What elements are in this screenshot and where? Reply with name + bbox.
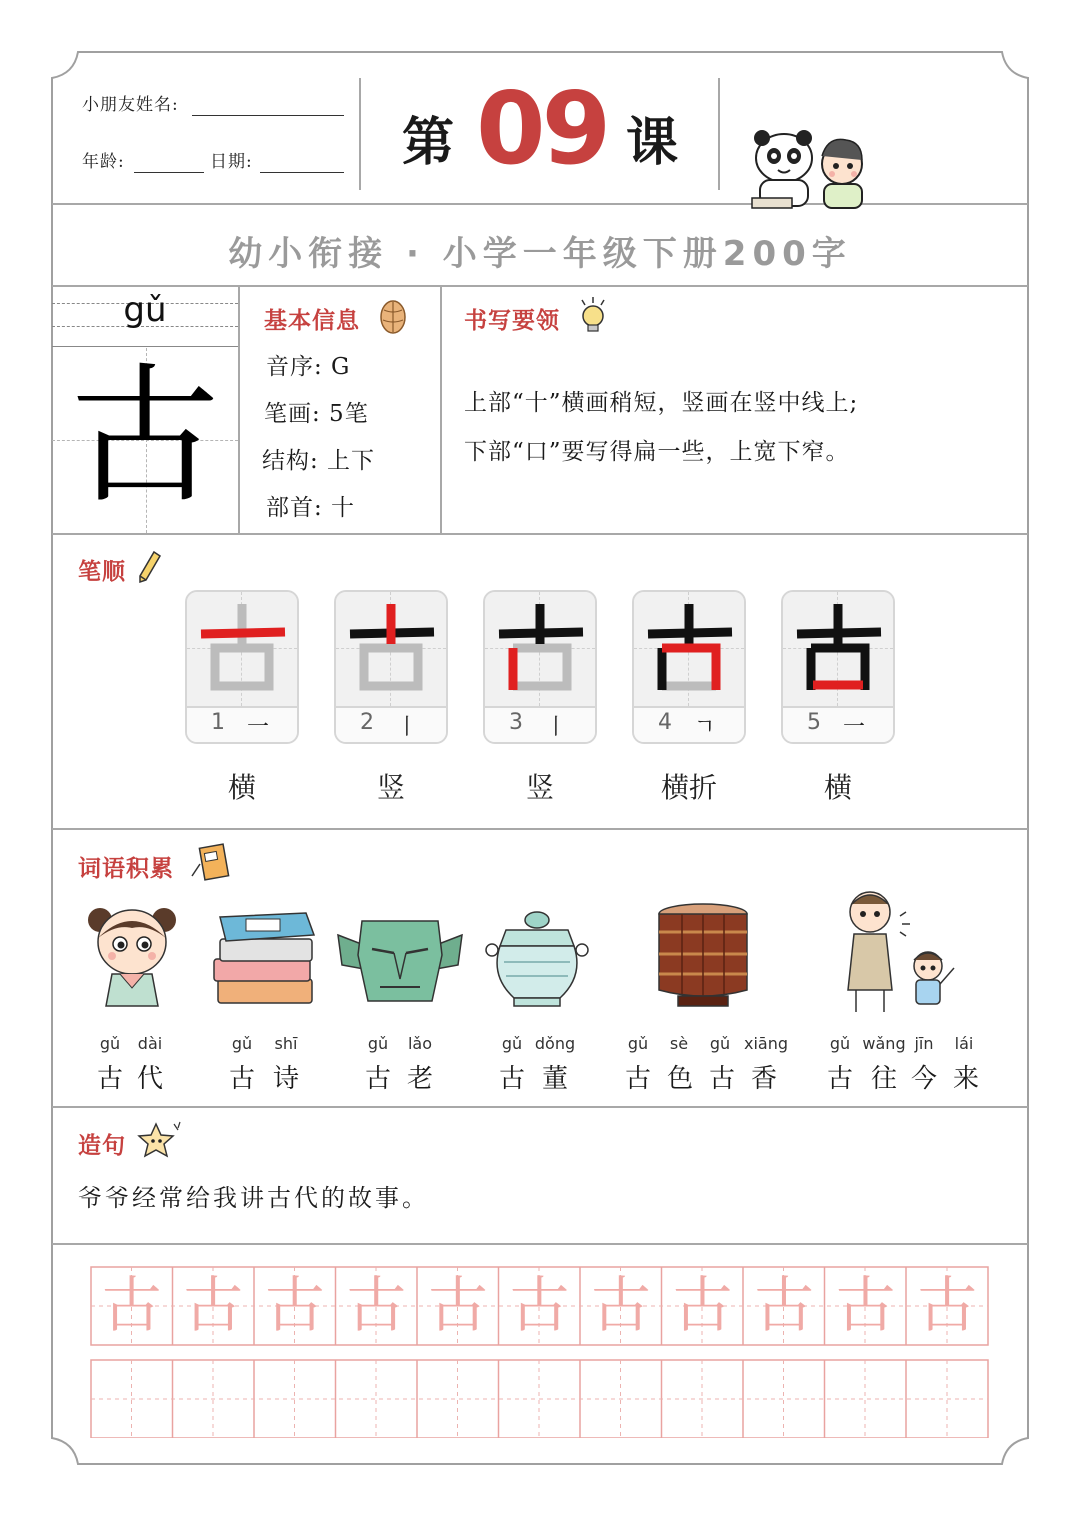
word-hanzi: 老 bbox=[406, 1064, 433, 1094]
writing-tips-title: 书写要领 bbox=[464, 308, 560, 334]
writing-tip-line: 上部“十”横画稍短，竖画在竖中线上; bbox=[464, 390, 859, 416]
word-pinyin: gǔ bbox=[231, 1034, 253, 1053]
sentence-title: 造句 bbox=[78, 1133, 126, 1159]
word-pinyin: gǔ bbox=[627, 1034, 649, 1053]
book-icon bbox=[190, 842, 234, 882]
divider bbox=[52, 285, 1028, 287]
name-field[interactable] bbox=[192, 115, 344, 116]
trace-row bbox=[91, 1267, 989, 1345]
info-row-strokes: 笔画: 5笔 bbox=[264, 401, 369, 427]
word-hanzi: 代 bbox=[136, 1064, 163, 1094]
stroke-name: 竖 bbox=[376, 771, 405, 804]
stroke-number: 1 bbox=[211, 710, 225, 735]
word-pinyin: shī bbox=[274, 1034, 298, 1053]
bronze-mask-illustration bbox=[334, 915, 466, 1007]
stroke-name: 竖 bbox=[525, 771, 554, 804]
date-field[interactable] bbox=[260, 172, 344, 173]
word-hanzi: 古 bbox=[228, 1064, 255, 1094]
vocabulary-title: 词语积累 bbox=[78, 856, 174, 882]
stroke-glyph: ㄱ bbox=[694, 715, 716, 740]
word-hanzi: 古 bbox=[624, 1064, 651, 1094]
divider bbox=[52, 533, 1028, 535]
stroke-name: 横 bbox=[823, 771, 852, 804]
word-hanzi: 往 bbox=[870, 1064, 897, 1094]
divider bbox=[52, 1243, 1028, 1245]
stroke-card bbox=[781, 590, 895, 744]
stroke-diagram bbox=[336, 592, 446, 706]
date-label: 日期: bbox=[210, 152, 253, 172]
column-divider bbox=[238, 287, 240, 533]
word-pinyin: jīn bbox=[914, 1034, 934, 1053]
trace-character: 古 bbox=[835, 1271, 896, 1341]
stroke-order-title: 笔顺 bbox=[78, 559, 126, 585]
word-pinyin: lái bbox=[954, 1034, 974, 1053]
stroke-card bbox=[483, 590, 597, 744]
word-hanzi: 古 bbox=[364, 1064, 391, 1094]
stroke-card bbox=[632, 590, 746, 744]
word-pinyin: gǔ bbox=[99, 1034, 121, 1053]
trace-character: 古 bbox=[427, 1271, 488, 1341]
stroke-glyph: 丨 bbox=[545, 715, 568, 740]
word-pinyin: dài bbox=[137, 1034, 163, 1053]
antique-cabinet-illustration bbox=[652, 902, 754, 1010]
word-hanzi: 诗 bbox=[272, 1064, 299, 1094]
basic-info-title: 基本信息 bbox=[264, 308, 360, 334]
stroke-number: 3 bbox=[509, 710, 523, 735]
grandpa-child-illustration bbox=[830, 886, 960, 1016]
age-field[interactable] bbox=[134, 172, 204, 173]
trace-character: 古 bbox=[509, 1271, 570, 1341]
stroke-number: 5 bbox=[807, 710, 821, 735]
divider bbox=[52, 828, 1028, 830]
main-character: 古 bbox=[69, 350, 220, 524]
trace-character: 古 bbox=[672, 1271, 733, 1341]
trace-character: 古 bbox=[754, 1271, 815, 1341]
info-row-order: 音序: G bbox=[266, 354, 351, 380]
stroke-number: 4 bbox=[658, 710, 672, 735]
stroke-diagram bbox=[187, 592, 297, 706]
stroke-diagram bbox=[783, 592, 893, 706]
word-hanzi: 董 bbox=[541, 1064, 568, 1094]
word-pinyin: gǔ bbox=[709, 1034, 731, 1053]
divider bbox=[52, 1106, 1028, 1108]
word-pinyin: gǔ bbox=[501, 1034, 523, 1053]
age-label: 年龄: bbox=[82, 152, 125, 172]
word-pinyin: gǔ bbox=[829, 1034, 851, 1053]
word-pinyin: dǒng bbox=[534, 1034, 576, 1053]
header-divider bbox=[359, 78, 361, 190]
info-row-radical: 部首: 十 bbox=[266, 495, 356, 521]
trace-character: 古 bbox=[101, 1271, 162, 1341]
stroke-diagram bbox=[485, 592, 595, 706]
word-hanzi: 来 bbox=[952, 1064, 979, 1094]
stroke-glyph: 一 bbox=[247, 715, 270, 740]
trace-character: 古 bbox=[183, 1271, 244, 1341]
word-pinyin: sè bbox=[669, 1034, 689, 1053]
stroke-card bbox=[185, 590, 299, 744]
name-label: 小朋友姓名: bbox=[82, 95, 179, 115]
stroke-glyph: 一 bbox=[843, 715, 866, 740]
lightbulb-icon bbox=[576, 296, 610, 334]
word-hanzi: 古 bbox=[826, 1064, 853, 1094]
trace-character: 古 bbox=[346, 1271, 407, 1341]
word-hanzi: 古 bbox=[96, 1064, 123, 1094]
antique-vessel-illustration bbox=[484, 906, 590, 1010]
column-divider bbox=[440, 287, 442, 533]
word-pinyin: gǔ bbox=[367, 1034, 389, 1053]
pinyin-guide-line bbox=[52, 346, 238, 347]
lesson-number: 09 bbox=[476, 70, 608, 187]
walnut-icon bbox=[378, 298, 408, 336]
info-row-structure: 结构: 上下 bbox=[262, 448, 376, 474]
stroke-number: 2 bbox=[360, 710, 374, 735]
word-hanzi: 古 bbox=[498, 1064, 525, 1094]
writing-tip-line: 下部“口”要写得扁一些，上宽下窄。 bbox=[464, 439, 850, 465]
word-hanzi: 今 bbox=[910, 1064, 937, 1094]
banner-title: 幼小衔接 · 小学一年级下册200字 bbox=[228, 234, 852, 274]
divider bbox=[52, 203, 1028, 205]
header-divider bbox=[718, 78, 720, 190]
panda-kid-illustration bbox=[746, 128, 876, 214]
practice-blank-row[interactable] bbox=[91, 1360, 989, 1438]
ancient-girl-illustration bbox=[82, 898, 182, 1010]
lesson-prefix: 第 bbox=[402, 112, 455, 173]
word-hanzi: 古 bbox=[708, 1064, 735, 1094]
word-pinyin: xiāng bbox=[743, 1034, 788, 1053]
books-illustration bbox=[210, 905, 320, 1009]
stroke-diagram bbox=[634, 592, 744, 706]
word-hanzi: 色 bbox=[666, 1064, 693, 1094]
word-pinyin: wǎng bbox=[862, 1034, 906, 1053]
trace-character: 古 bbox=[591, 1271, 652, 1341]
word-hanzi: 香 bbox=[750, 1064, 777, 1094]
trace-character: 古 bbox=[917, 1271, 978, 1341]
stroke-card bbox=[334, 590, 448, 744]
word-pinyin: lǎo bbox=[407, 1034, 433, 1053]
stroke-name: 横 bbox=[227, 771, 256, 804]
star-character-icon bbox=[134, 1120, 184, 1160]
stroke-glyph: 丨 bbox=[396, 715, 419, 740]
example-sentence: 爷爷经常给我讲古代的故事。 bbox=[78, 1184, 429, 1212]
trace-character: 古 bbox=[264, 1271, 325, 1341]
lesson-suffix: 课 bbox=[626, 112, 679, 173]
character-pinyin: gǔ bbox=[123, 290, 167, 330]
pencil-icon bbox=[136, 550, 162, 584]
stroke-name: 横折 bbox=[660, 771, 717, 804]
